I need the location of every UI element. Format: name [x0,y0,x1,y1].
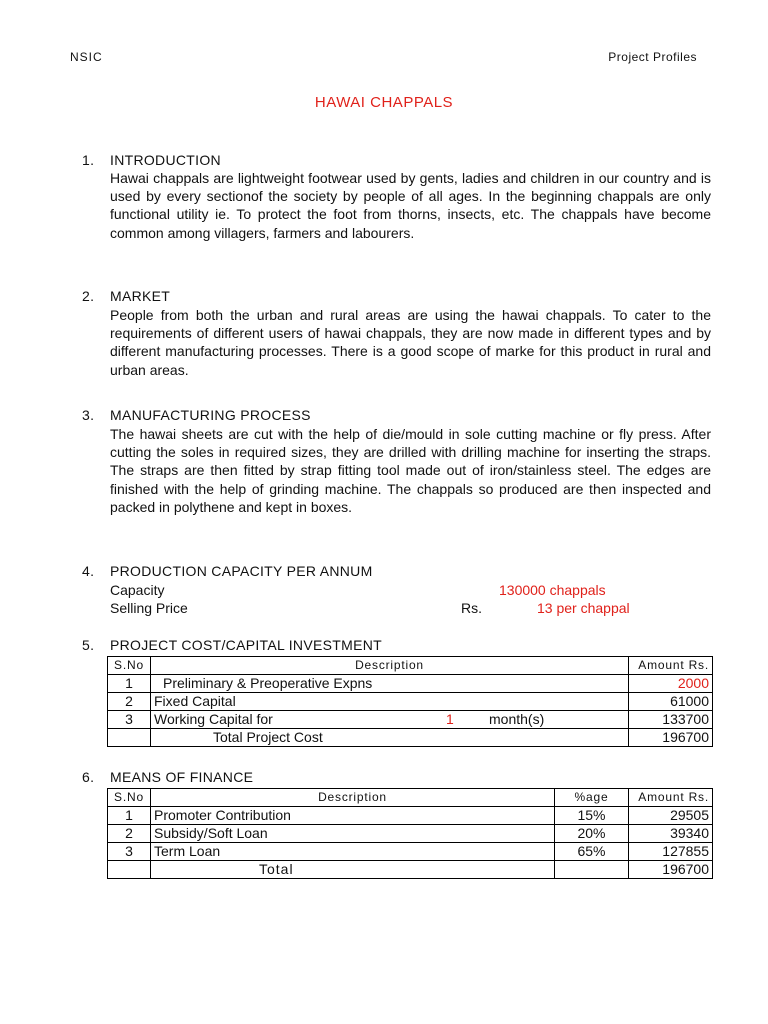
total-label: Total [151,861,555,879]
section-title: MARKET [110,288,171,304]
section-market-heading [82,288,170,304]
row-amount: 133700 [629,711,713,729]
selling-price-currency: Rs. [461,600,482,616]
section-title: PRODUCTION CAPACITY PER ANNUM [110,563,373,579]
row-description: Term Loan [151,843,555,861]
row-description-working-capital [151,711,629,729]
column-header-percentage: %age [555,789,629,807]
row-description: Preliminary & Preoperative Expns [151,675,629,693]
total-sno-cell [108,729,151,747]
section-number: 3. [82,407,95,423]
section-title: MANUFACTURING PROCESS [110,407,311,423]
column-header-description: Description [151,657,629,675]
row-amount: 2000 [629,675,713,693]
total-sno-cell [108,861,151,879]
section-number: 5. [82,637,95,653]
row-amount: 39340 [629,825,713,843]
header-org: NSIC [70,50,103,64]
means-of-finance-table [107,788,713,879]
total-label: Total Project Cost [151,729,629,747]
working-capital-unit: month(s) [489,711,545,727]
working-capital-months: 1 [446,711,454,727]
column-header-amount: Amount Rs. [629,657,713,675]
process-text: The hawai sheets are cut with the help of die/mould in sole cutting machine or fly press. After cutting the soles in required sizes, they are drilled with drilling machine for inserting the straps. The straps are then fitted by strap fitting tool made out of iron/stainless steel. The edges are finished with the help of grinding machine. The chappals so produced are then inspected and packed in polythene and kept in boxes. [110,426,711,515]
row-amount: 127855 [629,843,713,861]
table-row [108,693,713,711]
table-row [108,675,713,693]
total-percentage-cell [555,861,629,879]
row-sno: 1 [108,807,151,825]
header-doc-type: Project Profiles [608,50,697,64]
section-introduction-heading [82,152,221,168]
table-total-row [108,729,713,747]
row-sno: 1 [108,675,151,693]
table-header-row [108,657,713,675]
section-process-heading [82,407,311,423]
column-header-sno: S.No [108,657,151,675]
table-row [108,711,713,729]
row-amount: 29505 [629,807,713,825]
row-sno: 2 [108,693,151,711]
row-percentage: 15% [555,807,629,825]
section-means-of-finance-heading [82,769,253,785]
section-number: 1. [82,152,95,168]
total-amount: 196700 [629,861,713,879]
section-number: 4. [82,563,95,579]
selling-price-value: 13 per chappal [537,600,630,616]
column-header-sno: S.No [108,789,151,807]
section-title: INTRODUCTION [110,152,221,168]
market-text: People from both the urban and rural areas are using the hawai chappals. To cater to the requirements of different users of hawai chappals, they are now made in different types and by different manufacturing processes. There is a good scope of marke for this product in rural and urban areas. [110,307,711,378]
column-header-description: Description [151,789,555,807]
row-percentage: 20% [555,825,629,843]
capacity-label: Capacity [110,582,165,598]
row-percentage: 65% [555,843,629,861]
document-title: HAWAI CHAPPALS [314,94,454,111]
section-number: 2. [82,288,95,304]
section-project-cost-heading [82,637,382,653]
section-number: 6. [82,769,95,785]
selling-price-label: Selling Price [110,600,188,616]
table-row [108,825,713,843]
table-total-row [108,861,713,879]
row-sno: 3 [108,843,151,861]
table-row [108,843,713,861]
section-title: MEANS OF FINANCE [110,769,254,785]
section-capacity-heading [82,563,373,579]
table-row [108,807,713,825]
row-description: Fixed Capital [151,693,629,711]
project-cost-table [107,656,713,747]
row-sno: 3 [108,711,151,729]
table-header-row [108,789,713,807]
row-amount: 61000 [629,693,713,711]
capacity-value: 130000 chappals [499,582,606,598]
row-description: Working Capital for [154,711,273,727]
introduction-text: Hawai chappals are lightweight footwear used by gents, ladies and children in our country and is used by every sectionof the society by people of all ages. In the beginning chappals are only functional utility ie. To protect the foot from thorns, insects, etc. The chappals have become common among villagers, farmers and labourers. [110,170,711,241]
column-header-amount: Amount Rs. [629,789,713,807]
section-title: PROJECT COST/CAPITAL INVESTMENT [110,637,382,653]
row-sno: 2 [108,825,151,843]
row-description: Promoter Contribution [151,807,555,825]
row-description: Subsidy/Soft Loan [151,825,555,843]
total-amount: 196700 [629,729,713,747]
